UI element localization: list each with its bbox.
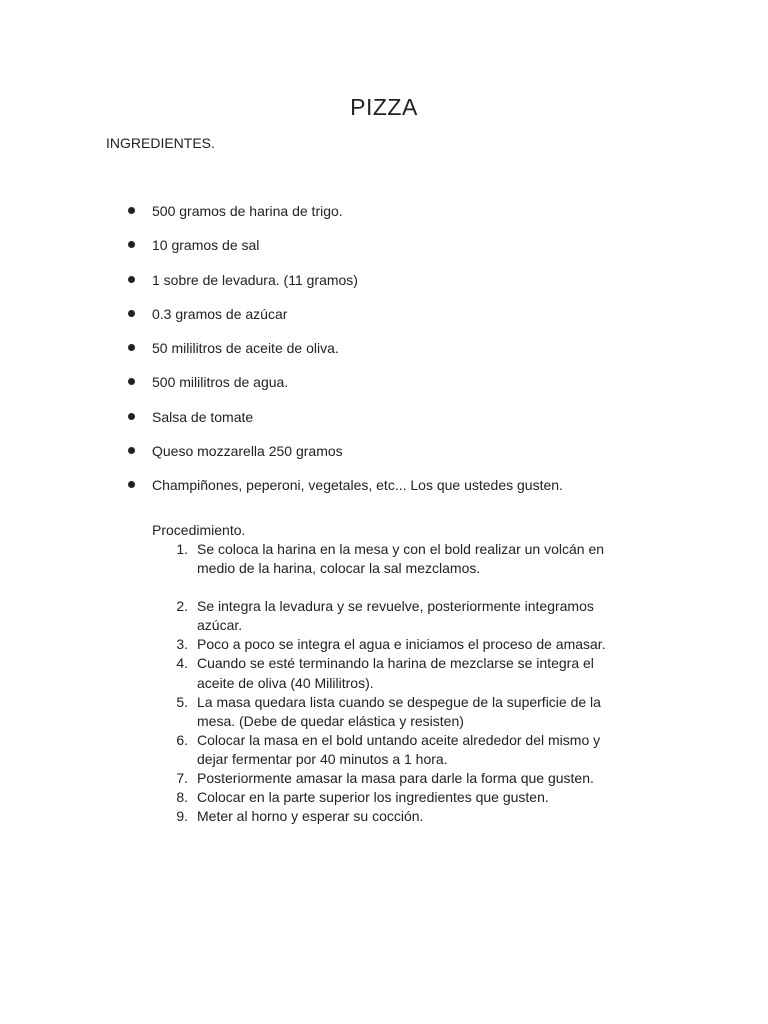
procedure-heading: Procedimiento. <box>152 522 246 538</box>
ingredient-text: Salsa de tomate <box>152 408 254 425</box>
ingredient-text: 50 mililitros de aceite de oliva. <box>152 340 339 357</box>
ingredient-text: Champiñones, peperoni, vegetales, etc... Los que ustedes gusten. <box>152 477 563 494</box>
step-line: dejar fermentar por 40 minutos a 1 hora. <box>197 750 448 767</box>
step-text <box>197 654 647 692</box>
procedure-step <box>0 635 768 654</box>
document-title: PIZZA <box>350 94 418 120</box>
procedure-step <box>0 769 768 788</box>
ingredients-heading: INGREDIENTES. <box>106 135 215 151</box>
step-line: La masa quedara lista cuando se despegue de la superficie de la <box>197 693 601 710</box>
procedure-step <box>0 693 768 731</box>
ingredient-text: 10 gramos de sal <box>152 237 260 254</box>
step-line: mesa. (Debe de quedar elástica y resisten) <box>197 712 464 729</box>
bullet-icon <box>128 310 135 317</box>
bullet-icon <box>128 344 135 351</box>
step-number: 5. <box>176 693 188 710</box>
step-number: 2. <box>176 598 188 615</box>
step-line: azúcar. <box>197 617 243 634</box>
step-line: Meter al horno y esperar su cocción. <box>197 808 424 825</box>
step-text <box>197 807 647 826</box>
step-number: 6. <box>176 731 188 748</box>
bullet-icon <box>128 378 135 385</box>
ingredient-text: 0.3 gramos de azúcar <box>152 305 288 322</box>
step-number: 4. <box>176 655 188 672</box>
step-line: medio de la harina, colocar la sal mezclamos. <box>197 560 481 577</box>
ingredient-text: 1 sobre de levadura. (11 gramos) <box>152 271 358 288</box>
procedure-step <box>0 731 768 769</box>
procedure-step <box>0 597 768 635</box>
ingredient-text: 500 gramos de harina de trigo. <box>152 203 343 219</box>
step-text <box>197 597 647 635</box>
step-line: aceite de oliva (40 Mililitros). <box>197 674 374 691</box>
step-line: Colocar la masa en el bold untando aceite alrededor del mismo y <box>197 731 601 748</box>
step-text <box>197 731 647 769</box>
bullet-icon <box>128 413 135 420</box>
procedure-step <box>0 807 768 826</box>
step-number: 1. <box>176 541 188 557</box>
step-line: Poco a poco se integra el agua e iniciamos el proceso de amasar. <box>197 636 606 653</box>
bullet-icon <box>128 276 135 283</box>
bullet-icon <box>128 481 135 488</box>
ingredient-text: 500 mililitros de agua. <box>152 374 289 391</box>
bullet-icon <box>128 241 135 248</box>
step-text <box>197 540 647 578</box>
procedure-step <box>0 654 768 692</box>
step-line: Colocar en la parte superior los ingredientes que gusten. <box>197 789 549 806</box>
step-number: 7. <box>176 770 188 787</box>
step-text <box>197 635 647 654</box>
bullet-icon <box>128 447 135 454</box>
step-line: Cuando se esté terminando la harina de mezclarse se integra el <box>197 655 594 672</box>
step-line: Posteriormente amasar la masa para darle la forma que gusten. <box>197 770 594 787</box>
step-number: 9. <box>176 808 188 825</box>
step-line: Se integra la levadura y se revuelve, posteriormente integramos <box>197 598 594 615</box>
procedure-step <box>0 788 768 807</box>
step-text <box>197 769 647 788</box>
step-number: 8. <box>176 789 188 806</box>
ingredient-text: Queso mozzarella 250 gramos <box>152 443 343 460</box>
step-number: 3. <box>176 636 188 653</box>
procedure-step <box>0 540 768 578</box>
step-text <box>197 693 647 731</box>
bullet-icon <box>128 207 135 214</box>
step-line: Se coloca la harina en la mesa y con el bold realizar un volcán en <box>197 541 605 557</box>
procedure-steps-list <box>0 540 768 826</box>
step-text <box>197 788 647 807</box>
